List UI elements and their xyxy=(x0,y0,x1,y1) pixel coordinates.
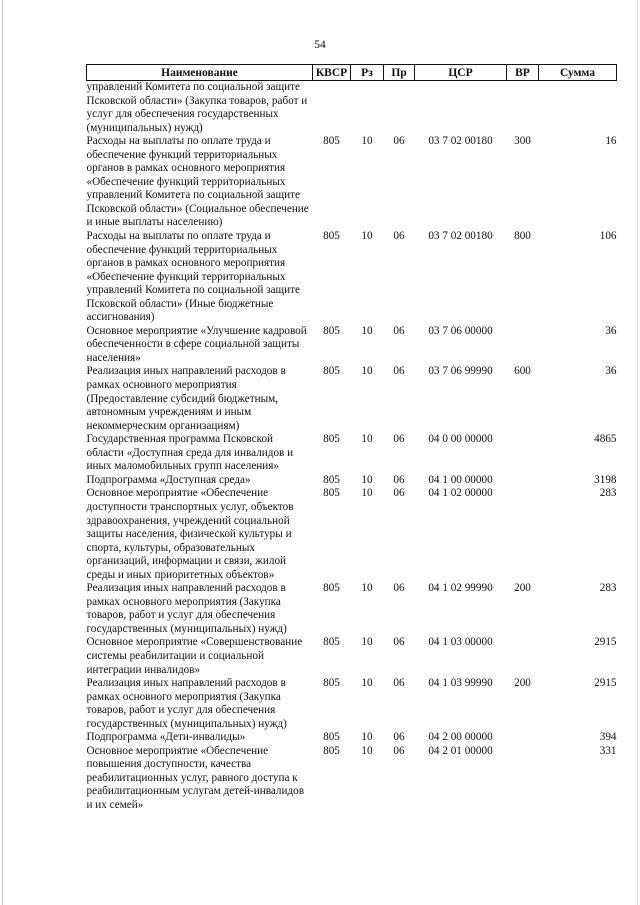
cell-vr xyxy=(507,81,539,136)
cell-rz: 10 xyxy=(361,636,373,649)
table-row xyxy=(87,135,617,230)
cell-kvsr: 805 xyxy=(323,636,340,649)
table-row xyxy=(87,474,617,488)
cell-csr: 04 1 02 99990 xyxy=(428,582,493,595)
cell-pr: 06 xyxy=(393,135,405,148)
header-vr: ВР xyxy=(507,65,539,81)
cell-rz: 10 xyxy=(361,744,373,757)
table-row xyxy=(87,365,617,433)
cell-name: Основное мероприятие «Обеспечение повышения доступности, качества реабилитационных услуг, равного доступа к реабилитационным услугам детей-инвалидов и их семей» xyxy=(86,744,305,811)
cell-vr: 200 xyxy=(514,677,531,690)
cell-rz: 10 xyxy=(361,230,373,243)
cell-vr xyxy=(507,474,539,488)
cell-name: Основное мероприятие «Совершенствование системы реабилитации и социальной интеграции инвалидов» xyxy=(86,636,303,676)
cell-csr: 03 7 02 00180 xyxy=(428,135,493,148)
budget-table xyxy=(86,64,617,813)
cell-csr: 04 1 03 00000 xyxy=(428,636,493,649)
cell-kvsr xyxy=(313,81,351,136)
cell-name: Основное мероприятие «Улучшение кадровой обеспеченности в сфере социальной защиты населения» xyxy=(86,324,307,364)
cell-rz: 10 xyxy=(361,365,373,378)
cell-pr: 06 xyxy=(393,365,405,378)
cell-kvsr: 805 xyxy=(323,324,340,337)
cell-sum: 331 xyxy=(599,744,617,757)
cell-csr: 04 1 00 00000 xyxy=(428,473,493,486)
header-rz: Рз xyxy=(351,65,384,81)
cell-pr: 06 xyxy=(393,487,405,500)
cell-sum: 283 xyxy=(599,582,617,595)
cell-name: Расходы на выплаты по оплате труда и обеспечение функций территориальных органов в рамках основного мероприятия «Обеспечение функций территориальных управлений Комитета по социальной защите Псковской области» (Социальное обеспечение и иные выплаты населению) xyxy=(86,135,309,229)
cell-csr: 03 7 06 99990 xyxy=(428,365,493,378)
cell-rz: 10 xyxy=(361,487,373,500)
cell-sum: 36 xyxy=(605,365,617,378)
cell-kvsr: 805 xyxy=(323,582,340,595)
page-number: 54 xyxy=(314,39,326,51)
cell-rz: 10 xyxy=(361,433,373,446)
cell-kvsr: 805 xyxy=(323,365,340,378)
cell-vr xyxy=(507,745,539,813)
cell-name: Подпрограмма «Дети-инвалиды» xyxy=(86,731,246,744)
cell-rz: 10 xyxy=(361,677,373,690)
table-row xyxy=(87,325,617,366)
cell-sum: 283 xyxy=(599,487,617,500)
table-row xyxy=(87,230,617,325)
cell-pr: 06 xyxy=(393,731,405,744)
scan-edge-right xyxy=(637,0,638,905)
cell-csr: 04 0 00 00000 xyxy=(428,433,493,446)
cell-vr: 300 xyxy=(514,135,531,148)
table-row xyxy=(87,487,617,582)
cell-name: Основное мероприятие «Обеспечение доступности транспортных услуг, объектов здравоохранения, учреждений социальной защиты населения, физической культуры и спорта, культуры, образовательных организаций, информации и связи, жилой среды и иных приоритетных объектов» xyxy=(86,487,294,581)
cell-rz xyxy=(351,81,384,136)
table-header-row xyxy=(87,65,617,81)
cell-vr xyxy=(507,636,539,677)
cell-rz: 10 xyxy=(361,324,373,337)
header-kvsr: КВСР xyxy=(313,65,351,81)
cell-vr xyxy=(507,487,539,582)
cell-name: Государственная программа Псковской области «Доступная среда для инвалидов и иных маломобильных групп населения» xyxy=(86,433,294,473)
cell-vr xyxy=(507,325,539,366)
table-row xyxy=(87,81,617,136)
cell-pr: 06 xyxy=(393,324,405,337)
header-pr: Пр xyxy=(384,65,415,81)
cell-vr xyxy=(507,731,539,745)
cell-pr: 06 xyxy=(393,433,405,446)
cell-sum: 394 xyxy=(599,731,617,744)
cell-csr xyxy=(415,81,507,136)
cell-kvsr: 805 xyxy=(323,731,340,744)
cell-pr: 06 xyxy=(393,230,405,243)
cell-vr: 200 xyxy=(514,582,531,595)
cell-kvsr: 805 xyxy=(323,677,340,690)
cell-sum xyxy=(539,81,617,136)
cell-vr: 800 xyxy=(514,230,531,243)
cell-name: Реализация иных направлений расходов в рамках основного мероприятия (Предоставление субсидий бюджетным, автономным учреждениям и иным некоммерческим организациям) xyxy=(86,365,286,432)
cell-pr xyxy=(384,81,415,136)
cell-pr: 06 xyxy=(393,473,405,486)
header-csr: ЦСР xyxy=(415,65,507,81)
cell-csr: 03 7 02 00180 xyxy=(428,230,493,243)
cell-sum: 3198 xyxy=(594,473,617,486)
table-row xyxy=(87,731,617,745)
cell-vr xyxy=(507,433,539,474)
scan-edge-left xyxy=(2,0,3,905)
cell-vr: 600 xyxy=(514,365,531,378)
cell-pr: 06 xyxy=(393,636,405,649)
cell-csr: 04 2 01 00000 xyxy=(428,744,493,757)
header-name: Наименование xyxy=(87,65,313,81)
cell-csr: 03 7 06 00000 xyxy=(428,324,493,337)
cell-sum: 16 xyxy=(605,135,617,148)
cell-csr: 04 2 00 00000 xyxy=(428,731,493,744)
cell-rz: 10 xyxy=(361,731,373,744)
cell-pr: 06 xyxy=(393,744,405,757)
cell-csr: 04 1 02 00000 xyxy=(428,487,493,500)
cell-rz: 10 xyxy=(361,582,373,595)
cell-name: Реализация иных направлений расходов в рамках основного мероприятия (Закупка товаров, работ и услуг для обеспечения государственных (муниципальных) нужд) xyxy=(86,582,287,635)
table-row xyxy=(87,636,617,677)
cell-rz: 10 xyxy=(361,135,373,148)
cell-sum: 2915 xyxy=(594,636,617,649)
cell-sum: 2915 xyxy=(594,677,617,690)
cell-pr: 06 xyxy=(393,582,405,595)
table-row xyxy=(87,582,617,636)
cell-kvsr: 805 xyxy=(323,744,340,757)
cell-sum: 36 xyxy=(605,324,617,337)
cell-name: управлений Комитета по социальной защите Псковской области» (Закупка товаров, работ и услуг для обеспечения государственных (муниципальных) нужд) xyxy=(86,81,308,134)
cell-sum: 4865 xyxy=(594,433,617,446)
cell-kvsr: 805 xyxy=(323,230,340,243)
header-sum: Сумма xyxy=(539,65,617,81)
cell-csr: 04 1 03 99990 xyxy=(428,677,493,690)
cell-kvsr: 805 xyxy=(323,487,340,500)
cell-rz: 10 xyxy=(361,473,373,486)
cell-sum: 106 xyxy=(599,230,617,243)
cell-name: Расходы на выплаты по оплате труда и обеспечение функций территориальных органов в рамках основного мероприятия «Обеспечение функций территориальных управлений Комитета по социальной защите Псковской области» (Иные бюджетные ассигнования) xyxy=(86,230,300,324)
cell-kvsr: 805 xyxy=(323,433,340,446)
cell-kvsr: 805 xyxy=(323,473,340,486)
table-row xyxy=(87,745,617,813)
cell-name: Подпрограмма «Доступная среда» xyxy=(86,473,251,486)
cell-name: Реализация иных направлений расходов в рамках основного мероприятия (Закупка товаров, работ и услуг для обеспечения государственных (муниципальных) нужд) xyxy=(86,677,287,730)
table-row xyxy=(87,677,617,731)
cell-pr: 06 xyxy=(393,677,405,690)
cell-kvsr: 805 xyxy=(323,135,340,148)
table-row xyxy=(87,433,617,474)
